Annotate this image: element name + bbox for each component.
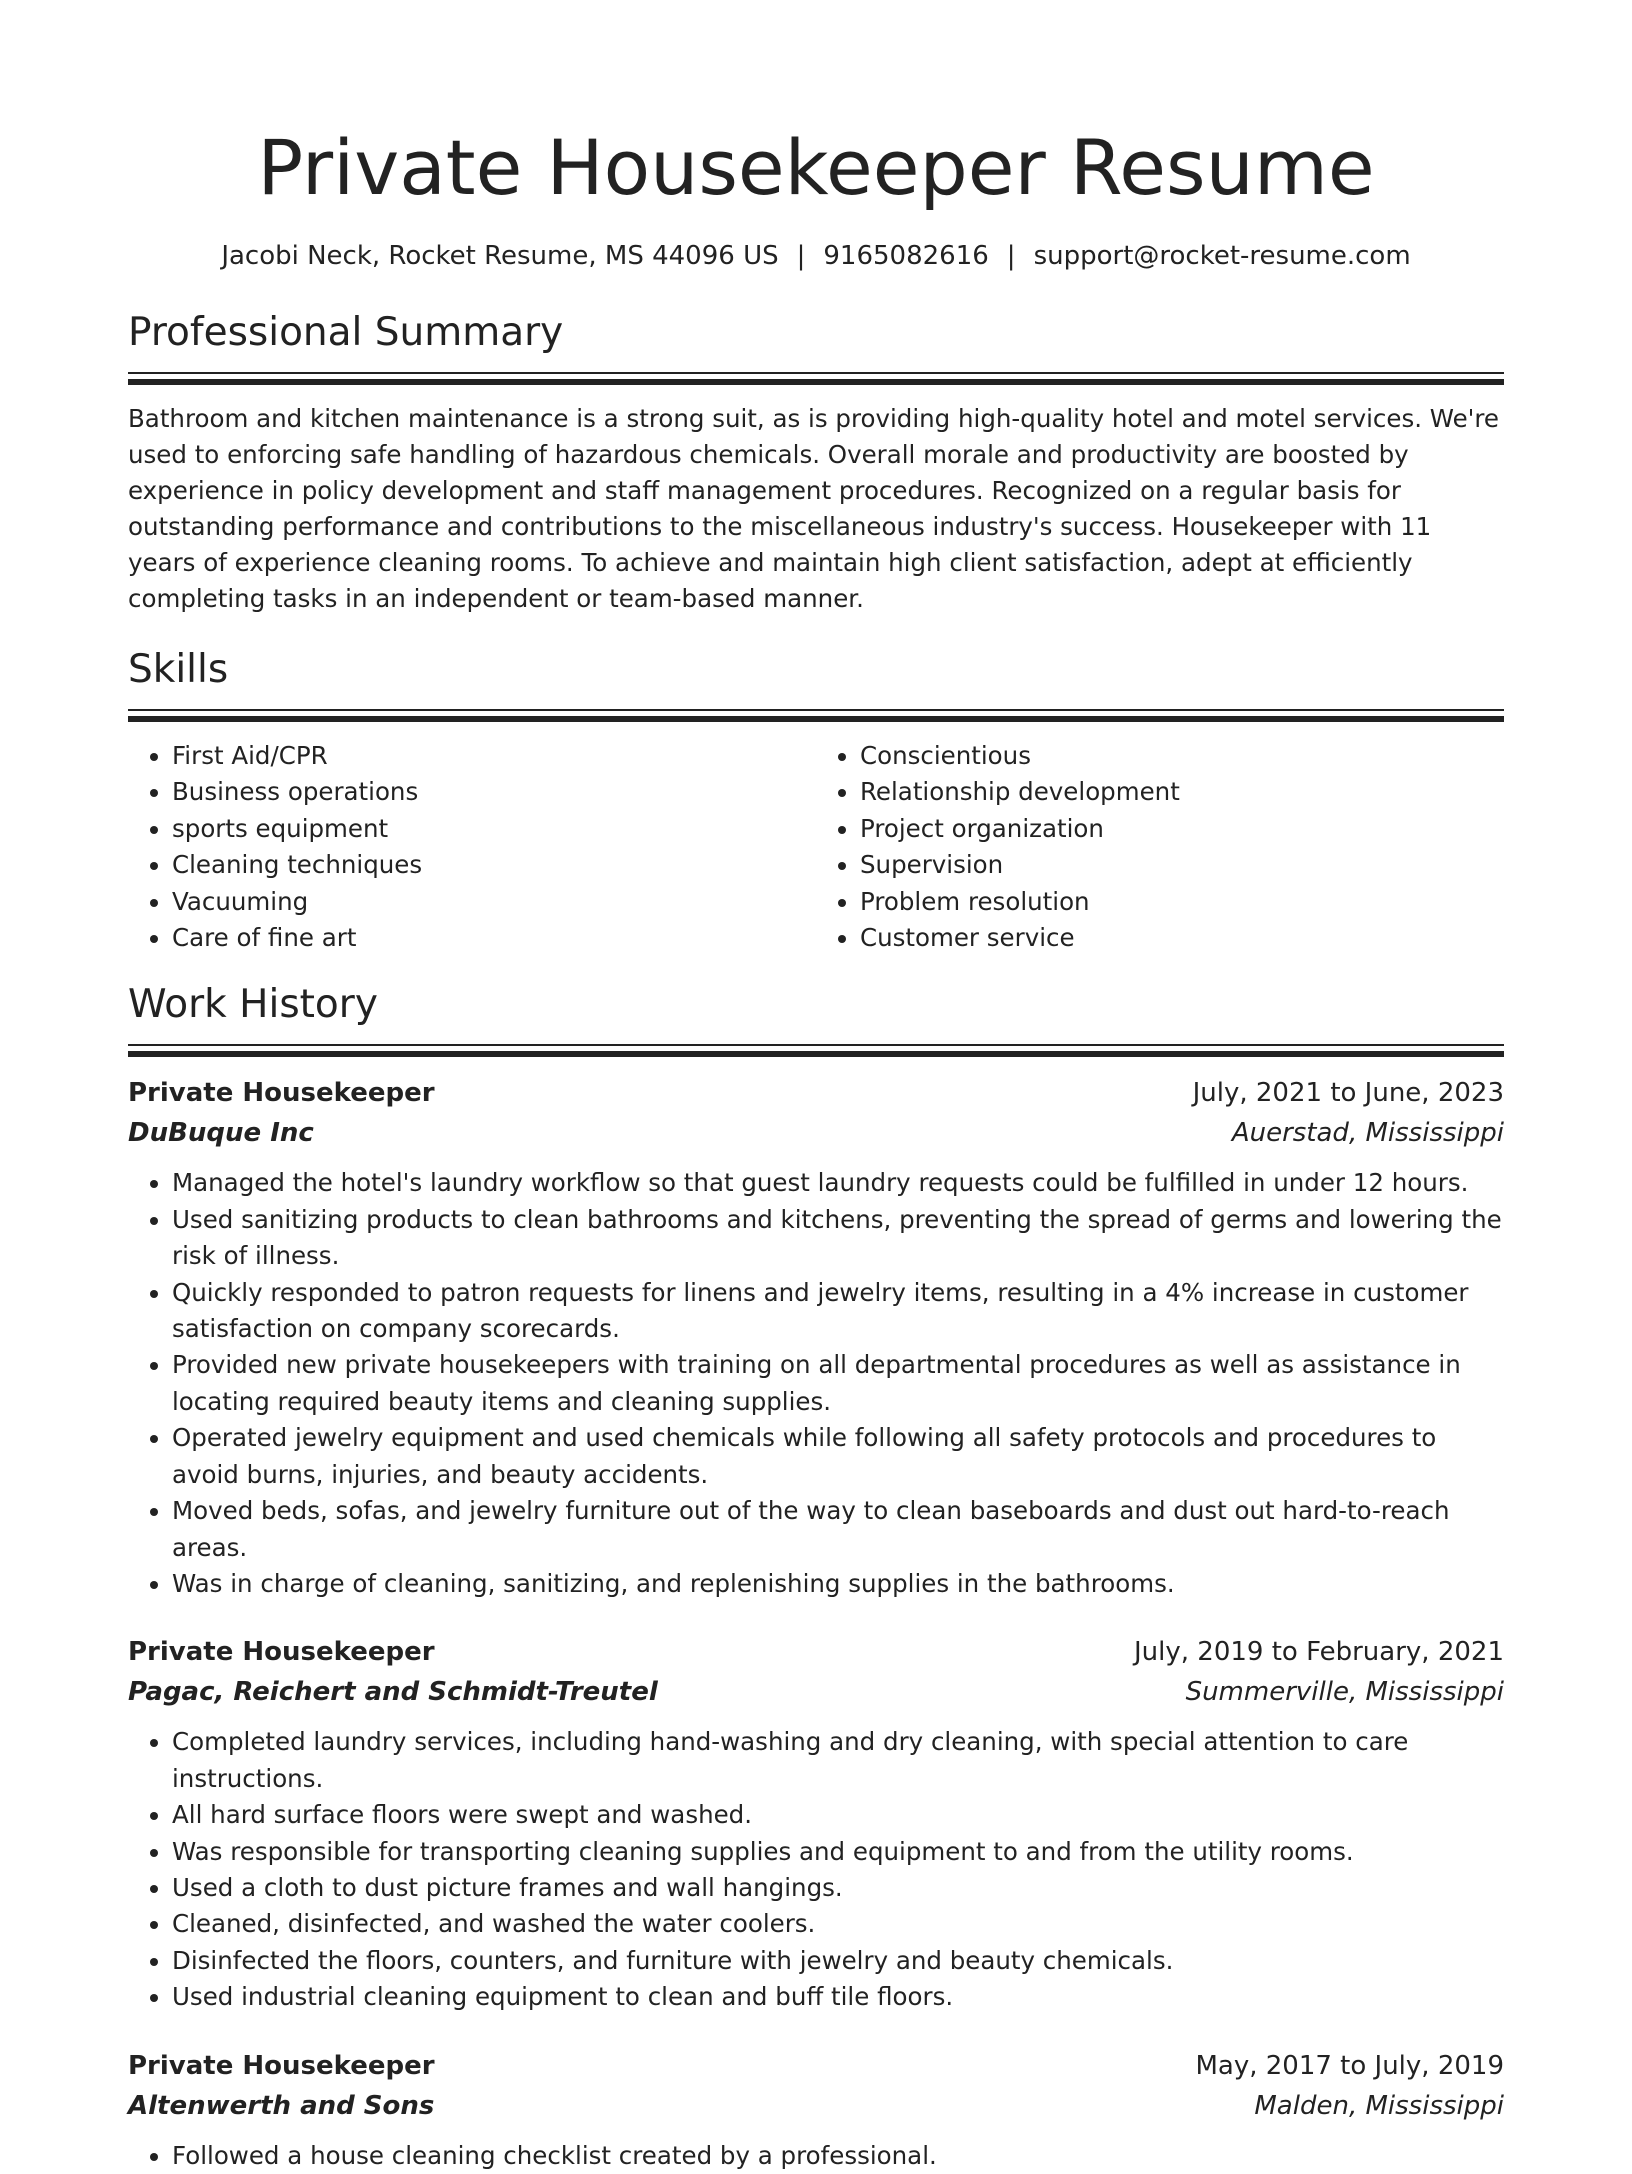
job-employer: Pagac, Reichert and Schmidt-Treutel xyxy=(128,1677,658,1708)
skill-item: • First Aid/CPR xyxy=(172,738,816,774)
job-entry xyxy=(128,1632,1504,2015)
skill-item: • Vacuuming xyxy=(172,884,816,920)
skills-column-left xyxy=(128,738,816,956)
work-history-heading: Work History xyxy=(128,982,378,1028)
job-duty: • Was in charge of cleaning, sanitizing, and replenishing supplies in the bathrooms. xyxy=(172,1566,1504,1602)
skill-item: • sports equipment xyxy=(172,811,816,847)
job-title: Private Housekeeper xyxy=(128,1078,435,1109)
job-duties xyxy=(128,1165,1504,1602)
job-duty: • Was responsible for transporting cleaning supplies and equipment to and from the utility rooms. xyxy=(172,1834,1504,1870)
job-employer-row xyxy=(128,2086,1504,2126)
skills-heading: Skills xyxy=(128,647,229,692)
job-duty: • Followed a house cleaning checklist created by a professional. xyxy=(172,2138,1504,2174)
skills-column-right xyxy=(816,738,1504,956)
contact-email: support@rocket-resume.com xyxy=(1033,241,1411,271)
job-duty: • Managed the hotel's laundry workflow so that guest laundry requests could be fulfilled in under 12 hours. xyxy=(172,1165,1504,1201)
job-header-row xyxy=(128,1632,1504,1672)
job-location: Summerville, Mississippi xyxy=(1185,1677,1504,1708)
job-duty: • All hard surface floors were swept and washed. xyxy=(172,1797,1504,1833)
section-divider xyxy=(128,372,1504,385)
summary-text: Bathroom and kitchen maintenance is a strong suit, as is providing high-quality hotel and motel services. We're used to enforcing safe handling of hazardous chemicals. Overall morale and productivity are boosted by experience in policy development and staff management procedures. Recognized on a regular basis for outstanding performance and contributions to the miscellaneous industry's success. Housekeeper with 11 years of experience cleaning rooms. To achieve and maintain high client satisfaction, adept at efficiently completing tasks in an independent or team-based manner. xyxy=(128,404,1499,613)
job-employer: Altenwerth and Sons xyxy=(128,2090,435,2121)
job-duty: • Used a cloth to dust picture frames and wall hangings. xyxy=(172,1870,1504,1906)
job-header-row xyxy=(128,2046,1504,2086)
skill-item: • Problem resolution xyxy=(860,884,1504,920)
work-history-section xyxy=(128,980,1504,2174)
skill-item: • Conscientious xyxy=(860,738,1504,774)
job-header-row xyxy=(128,1073,1504,1113)
skill-item: • Customer service xyxy=(860,920,1504,956)
resume-page xyxy=(128,0,1504,2174)
job-duty: • Completed laundry services, including hand-washing and dry cleaning, with special attention to care instructions. xyxy=(172,1724,1504,1797)
section-divider xyxy=(128,1044,1504,1057)
job-duties xyxy=(128,1724,1504,2015)
job-employer-row xyxy=(128,1672,1504,1712)
job-duty: • Quickly responded to patron requests for linens and jewelry items, resulting in a 4% increase in customer satisfaction on company scorecards. xyxy=(172,1275,1504,1348)
job-employer-row xyxy=(128,1113,1504,1153)
contact-separator: | xyxy=(796,241,806,271)
job-title: Private Housekeeper xyxy=(128,2050,435,2081)
job-location: Auerstad, Mississippi xyxy=(1231,1118,1504,1149)
contact-separator: | xyxy=(1006,241,1016,271)
job-entry xyxy=(128,2046,1504,2174)
section-divider xyxy=(128,709,1504,722)
job-duty: • Used industrial cleaning equipment to clean and buff tile floors. xyxy=(172,1979,1504,2015)
skill-item: • Care of fine art xyxy=(172,920,816,956)
skills-section xyxy=(128,645,1504,956)
job-duty: • Disinfected the floors, counters, and furniture with jewelry and beauty chemicals. xyxy=(172,1943,1504,1979)
skill-item: • Cleaning techniques xyxy=(172,847,816,883)
job-duty: • Moved beds, sofas, and jewelry furniture out of the way to clean baseboards and dust out hard-to-reach areas. xyxy=(172,1493,1504,1566)
skill-item: • Project organization xyxy=(860,811,1504,847)
skill-item: • Supervision xyxy=(860,847,1504,883)
skill-item: • Relationship development xyxy=(860,774,1504,810)
contact-line xyxy=(128,238,1504,274)
job-duty: • Provided new private housekeepers with training on all departmental procedures as well as assistance in locating required beauty items and cleaning supplies. xyxy=(172,1347,1504,1420)
job-dates: July, 2019 to February, 2021 xyxy=(1134,1637,1504,1668)
contact-phone: 9165082616 xyxy=(823,241,989,271)
resume-title: Private Housekeeper Resume xyxy=(257,123,1375,212)
job-duty: • Operated jewelry equipment and used chemicals while following all safety protocols and procedures to avoid burns, injuries, and beauty accidents. xyxy=(172,1420,1504,1493)
job-dates: July, 2021 to June, 2023 xyxy=(1192,1078,1504,1109)
summary-heading: Professional Summary xyxy=(128,310,564,355)
contact-address: Jacobi Neck, Rocket Resume, MS 44096 US xyxy=(221,241,779,271)
job-employer: DuBuque Inc xyxy=(128,1118,314,1149)
job-duty: • Cleaned, disinfected, and washed the water coolers. xyxy=(172,1906,1504,1942)
skill-item: • Business operations xyxy=(172,774,816,810)
job-location: Malden, Mississippi xyxy=(1254,2090,1504,2121)
job-duties xyxy=(128,2138,1504,2174)
job-duty: • Used sanitizing products to clean bathrooms and kitchens, preventing the spread of germs and lowering the risk of illness. xyxy=(172,1202,1504,1275)
skills-list xyxy=(128,738,1504,956)
job-title: Private Housekeeper xyxy=(128,1637,435,1668)
job-dates: May, 2017 to July, 2019 xyxy=(1195,2050,1504,2081)
summary-section xyxy=(128,308,1504,617)
job-entry xyxy=(128,1073,1504,1602)
